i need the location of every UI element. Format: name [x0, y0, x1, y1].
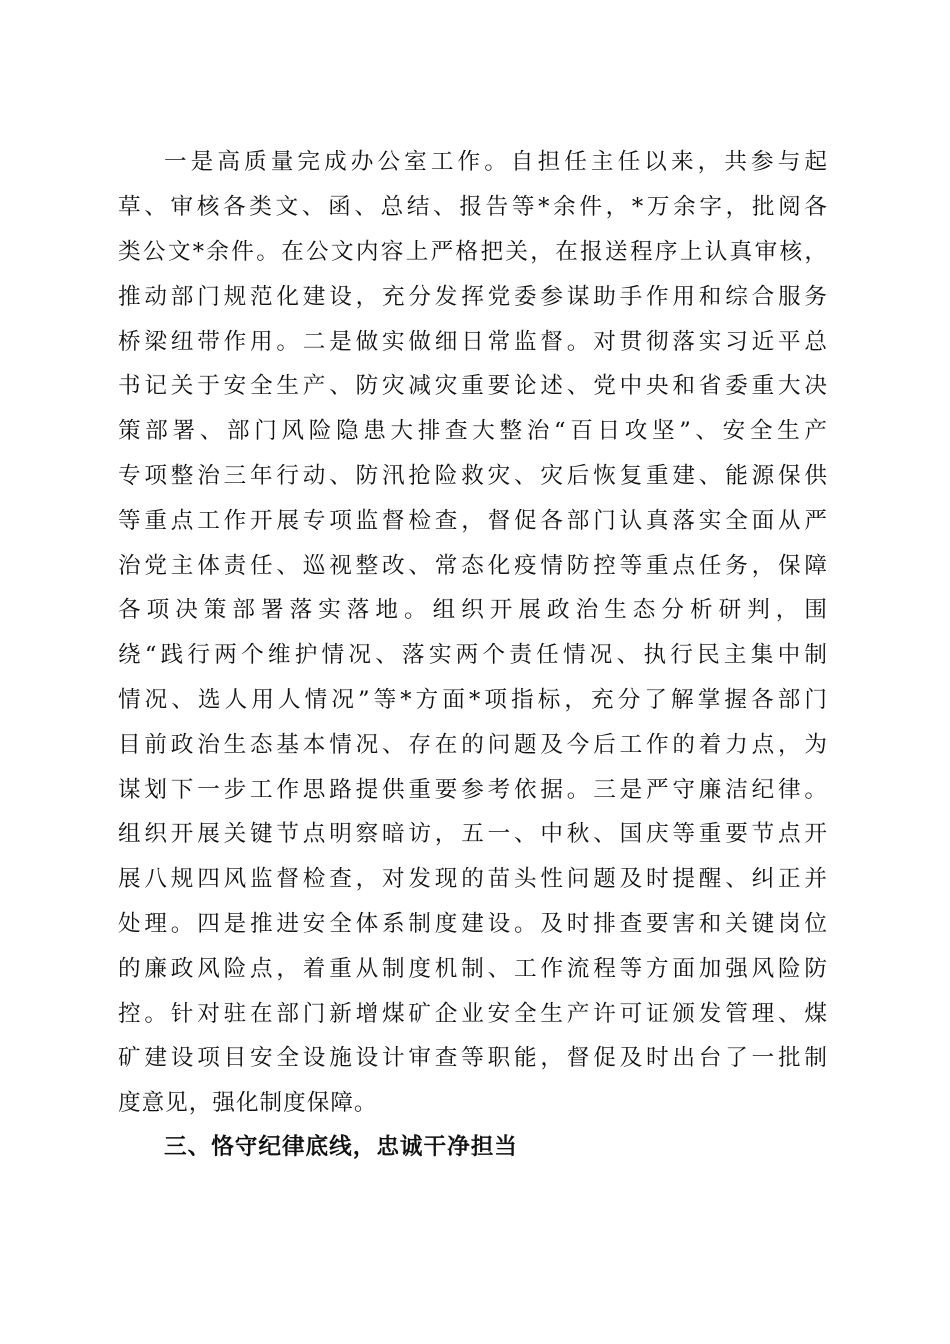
paragraph-line: 桥梁纽带作用。二是做实做细日常监督。对贯彻落实习近平总 [118, 329, 828, 355]
paragraph-line: 展八规四风监督检查，对发现的苗头性问题及时提醒、纠正并 [118, 866, 828, 892]
paragraph-line: 草、审核各类文、函、总结、报告等*余件，*万余字，批阅各 [118, 194, 828, 220]
paragraph-line: 情况、选人用人情况”等*方面*项指标，充分了解掌握各部门 [118, 687, 828, 713]
paragraph-line: 绕“践行两个维护情况、落实两个责任情况、执行民主集中制 [118, 642, 828, 668]
paragraph-line: 一是高质量完成办公室工作。自担任主任以来，共参与起 [164, 149, 828, 175]
paragraph-line: 组织开展关键节点明察暗访，五一、中秋、国庆等重要节点开 [118, 821, 828, 847]
paragraph-line: 类公文*余件。在公文内容上严格把关，在报送程序上认真审核， [118, 239, 828, 265]
paragraph-line: 目前政治生态基本情况、存在的问题及今后工作的着力点，为 [118, 732, 828, 758]
paragraph-line: 度意见，强化制度保障。 [118, 1090, 378, 1116]
paragraph-line: 书记关于安全生产、防灾减灾重要论述、党中央和省委重大决 [118, 373, 828, 399]
paragraph-line: 处理。四是推进安全体系制度建设。及时排查要害和关键岗位 [118, 911, 828, 937]
paragraph-line: 专项整治三年行动、防汛抢险救灾、灾后恢复重建、能源保供 [118, 463, 828, 489]
paragraph-line: 谋划下一步工作思路提供重要参考依据。三是严守廉洁纪律。 [118, 777, 828, 803]
paragraph-line: 治党主体责任、巡视整改、常态化疫情防控等重点任务，保障 [118, 553, 828, 579]
paragraph-line: 策部署、部门风险隐患大排查大整治“百日攻坚”、安全生产 [118, 418, 828, 444]
paragraph-line: 推动部门规范化建设，充分发挥党委参谋助手作用和综合服务 [118, 284, 828, 310]
paragraph-line: 等重点工作开展专项监督检查，督促各部门认真落实全面从严 [118, 508, 828, 534]
paragraph-line: 的廉政风险点，着重从制度机制、工作流程等方面加强风险防 [118, 956, 828, 982]
paragraph-line: 各项决策部署落实落地。组织开展政治生态分析研判，围 [118, 597, 828, 623]
section-heading: 三、恪守纪律底线，忠诚干净担当 [164, 1134, 518, 1160]
paragraph-line: 控。针对驻在部门新增煤矿企业安全生产许可证颁发管理、煤 [118, 1001, 828, 1027]
paragraph-line: 矿建设项目安全设施设计审查等职能，督促及时出台了一批制 [118, 1045, 828, 1071]
